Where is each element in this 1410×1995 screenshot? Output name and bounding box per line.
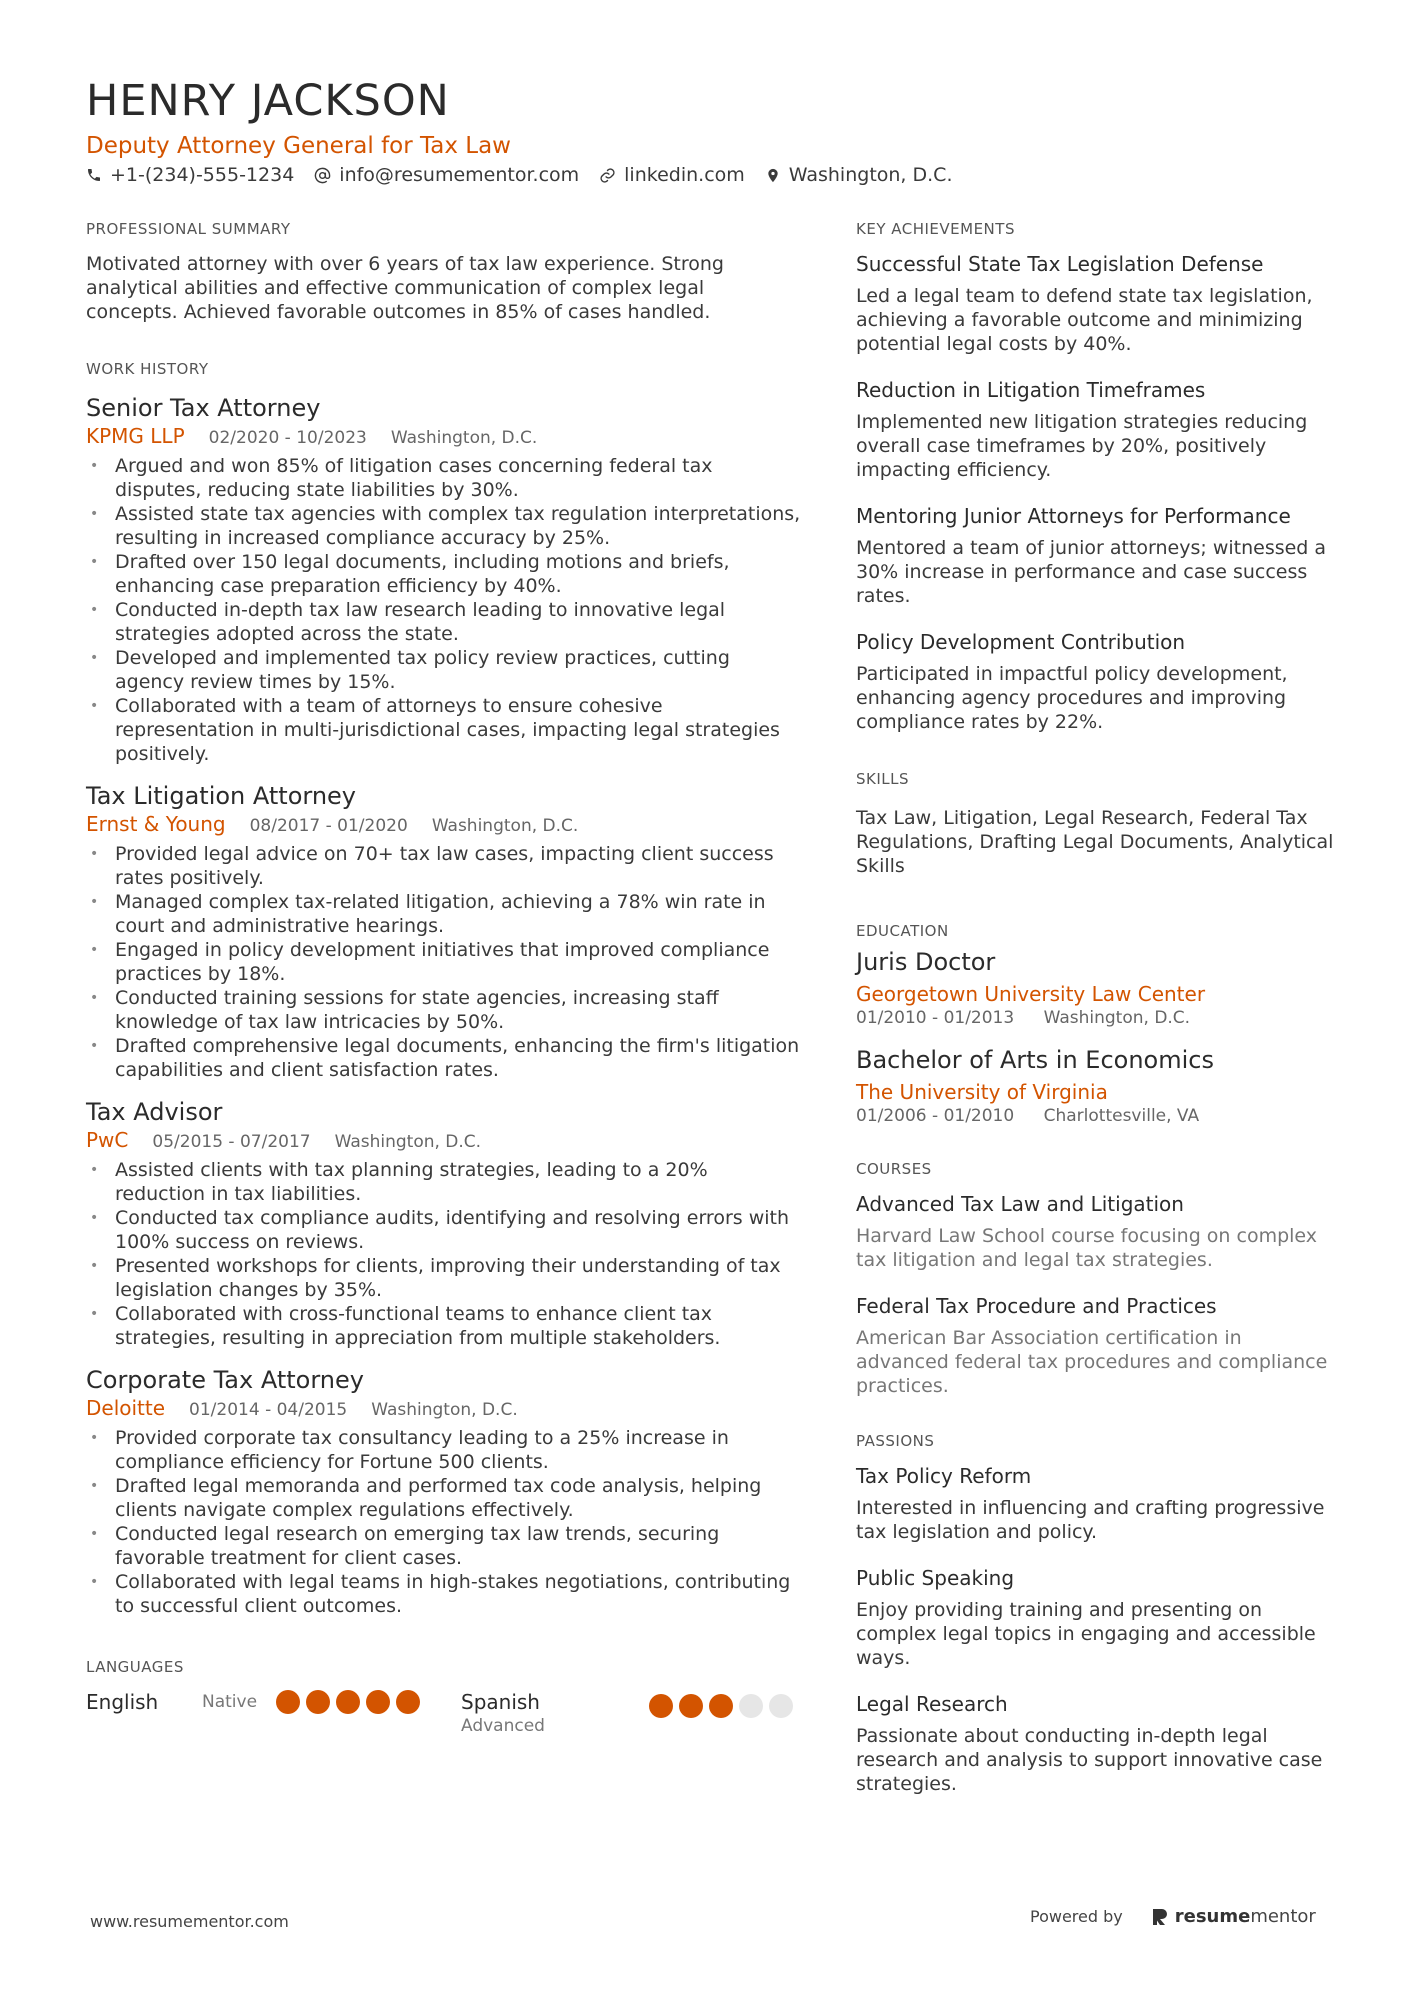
brand-rest: mentor [1250,1906,1316,1927]
job-title: Tax Litigation Attorney [86,782,357,810]
rating-dot-filled [396,1690,420,1714]
job-bullets [86,454,801,766]
achievement-text: Participated in impactful policy development, enhancing agency procedures and improving compliance rates by 22%. [856,663,1288,733]
achievements-section [856,220,1336,734]
rating-dot-filled [679,1694,703,1718]
job-location: Washington, D.C. [371,1400,518,1420]
job-meta [86,1396,801,1420]
rating-dot-empty [739,1694,763,1718]
brand-bold: resume [1174,1906,1251,1927]
achievement-item [856,504,1336,608]
job-bullet: • Collaborated with legal teams in high-stakes negotiations, contributing to successful client outcomes. [86,1570,801,1618]
achievement-item [856,378,1336,482]
job-bullet: • Assisted state tax agencies with complex tax regulation interpretations, resulting in increased compliance accuracy by 25%. [86,502,801,550]
education-item [856,948,1336,1028]
course-title: Federal Tax Procedure and Practices [856,1294,1217,1318]
achievement-text: Led a legal team to defend state tax legislation, achieving a favorable outcome and minimizing potential legal costs by 40%. [856,285,1313,355]
education-location: Charlottesville, VA [1043,1106,1200,1126]
education-school: The University of Virginia [856,1080,1108,1104]
achievement-text: Implemented new litigation strategies reducing overall case timeframes by 20%, positively impacting efficiency. [856,411,1308,481]
job-bullet: • Conducted in-depth tax law research leading to innovative legal strategies adopted across the state. [86,598,801,646]
job-entry [86,1098,801,1350]
location-pin-icon [765,167,781,184]
language-rating [649,1694,799,1718]
job-bullet: • Presented workshops for clients, improving their understanding of tax legislation changes by 35%. [86,1254,801,1302]
job-bullet: • Assisted clients with tax planning strategies, leading to a 20% reduction in tax liabilities. [86,1158,801,1206]
skills-section [856,770,1336,878]
job-bullet: • Collaborated with cross-functional teams to enhance client tax strategies, resulting in appreciation from multiple stakeholders. [86,1302,801,1350]
passions-section [856,1432,1336,1796]
job-bullet: • Conducted legal research on emerging tax law trends, securing favorable treatment for client cases. [86,1522,801,1570]
footer-powered [1030,1906,1316,1927]
passion-title: Public Speaking [856,1566,1015,1590]
link-icon [599,167,616,184]
course-item [856,1192,1336,1272]
resumementor-logo-icon [1151,1907,1169,1927]
job-bullet: • Developed and implemented tax policy review practices, cutting agency review times by 15%. [86,646,801,694]
job-bullet: • Conducted tax compliance audits, identifying and resolving errors with 100% success on reviews. [86,1206,801,1254]
education-school: Georgetown University Law Center [856,982,1206,1006]
languages-row [86,1690,801,1736]
passion-text: Enjoy providing training and presenting on complex legal topics in engaging and accessible ways. [856,1599,1316,1669]
at-icon [314,167,331,184]
job-entry [86,782,801,1082]
contact-location [765,164,953,186]
courses-section [856,1160,1336,1398]
passion-text: Interested in influencing and crafting progressive tax legislation and policy. [856,1497,1325,1543]
language-name: English [86,1690,159,1714]
job-meta [86,812,801,836]
linkedin-text: linkedin.com [624,164,745,186]
job-bullets [86,1426,801,1618]
job-bullet: • Conducted training sessions for state agencies, increasing staff knowledge of tax law intricacies by 50%. [86,986,801,1034]
languages-section [86,1658,801,1736]
achievements-title: KEY ACHIEVEMENTS [856,220,1015,238]
passion-item [856,1464,1336,1544]
course-title: Advanced Tax Law and Litigation [856,1192,1184,1216]
language-item [461,1690,799,1736]
education-section [856,922,1336,1126]
job-bullets [86,1158,801,1350]
rating-dot-empty [769,1694,793,1718]
rating-dot-filled [649,1694,673,1718]
education-item [856,1046,1336,1126]
footer-website[interactable]: www.resumementor.com [90,1912,289,1931]
language-item [86,1690,461,1714]
powered-by-text: Powered by [1030,1907,1123,1926]
contact-email[interactable] [314,164,579,186]
job-dates: 05/2015 - 07/2017 [152,1132,311,1152]
rating-dot-filled [709,1694,733,1718]
email-text: info@resumementor.com [339,164,580,186]
job-company: PwC [86,1128,129,1152]
language-level: Advanced [461,1716,545,1736]
job-title: Senior Tax Attorney [86,394,321,422]
job-bullet: • Engaged in policy development initiatives that improved compliance practices by 18%. [86,938,801,986]
education-title: EDUCATION [856,922,949,940]
education-dates: 01/2006 - 01/2010 [856,1106,1015,1126]
job-company: Ernst & Young [86,812,226,836]
rating-dot-filled [366,1690,390,1714]
skills-text: Tax Law, Litigation, Legal Research, Federal Tax Regulations, Drafting Legal Documents, Analytical Skills [856,807,1334,877]
passions-title: PASSIONS [856,1432,935,1450]
location-text: Washington, D.C. [788,164,953,186]
education-meta [856,1008,1336,1028]
candidate-role: Deputy Attorney General for Tax Law [86,133,511,159]
achievement-title: Successful State Tax Legislation Defense [856,252,1264,276]
job-location: Washington, D.C. [431,816,579,836]
passion-title: Legal Research [856,1692,1008,1716]
languages-title: LANGUAGES [86,1658,184,1676]
achievement-title: Reduction in Litigation Timeframes [856,378,1206,402]
job-dates: 02/2020 - 10/2023 [208,428,367,448]
education-meta [856,1106,1336,1126]
course-item [856,1294,1336,1398]
summary-title: PROFESSIONAL SUMMARY [86,220,291,238]
passion-item [856,1566,1336,1670]
courses-title: COURSES [856,1160,932,1178]
job-location: Washington, D.C. [390,428,538,448]
candidate-name: HENRY JACKSON [86,76,450,126]
summary-section [86,220,801,324]
course-text: Harvard Law School course focusing on complex tax litigation and legal tax strategies. [856,1225,1318,1271]
job-company: Deloitte [86,1396,166,1420]
course-text: American Bar Association certification in advanced federal tax procedures and compliance practices. [856,1327,1328,1397]
job-dates: 01/2014 - 04/2015 [189,1400,348,1420]
language-rating [276,1690,426,1714]
job-bullet: • Managed complex tax-related litigation, achieving a 78% win rate in court and administrative hearings. [86,890,801,938]
job-bullet: • Drafted legal memoranda and performed tax code analysis, helping clients navigate complex regulations effectively. [86,1474,801,1522]
job-title: Corporate Tax Attorney [86,1366,364,1394]
language-level: Native [202,1692,258,1712]
job-bullet: • Drafted comprehensive legal documents, enhancing the firm's litigation capabilities and client satisfaction rates. [86,1034,801,1082]
job-meta [86,424,801,448]
contact-linkedin[interactable] [599,164,745,186]
education-degree: Bachelor of Arts in Economics [856,1046,1214,1074]
job-location: Washington, D.C. [334,1132,482,1152]
achievement-title: Policy Development Contribution [856,630,1186,654]
education-location: Washington, D.C. [1043,1008,1191,1028]
rating-dot-filled [306,1690,330,1714]
job-entry [86,1366,801,1618]
skills-title: SKILLS [856,770,910,788]
job-dates: 08/2017 - 01/2020 [249,816,408,836]
work-section [86,360,801,1618]
achievement-item [856,252,1336,356]
education-degree: Juris Doctor [856,948,996,976]
passion-title: Tax Policy Reform [856,1464,1032,1488]
job-company: KPMG LLP [86,424,185,448]
job-bullets [86,842,801,1082]
phone-text: +1-(234)-555-1234 [110,164,295,186]
contact-phone[interactable] [86,164,294,186]
job-bullet: • Provided legal advice on 70+ tax law cases, impacting client success rates positively. [86,842,801,890]
rating-dot-filled [276,1690,300,1714]
work-title: WORK HISTORY [86,360,209,378]
job-bullet: • Provided corporate tax consultancy leading to a 25% increase in compliance efficiency for Fortune 500 clients. [86,1426,801,1474]
passion-text: Passionate about conducting in-depth legal research and analysis to support innovative case strategies. [856,1725,1323,1795]
passion-item [856,1692,1336,1796]
right-column [856,220,1336,1818]
achievement-item [856,630,1336,734]
brand-logo[interactable] [1151,1906,1316,1927]
contact-bar [86,164,973,186]
phone-icon [86,167,102,183]
job-bullet: • Drafted over 150 legal documents, including motions and briefs, enhancing case preparation efficiency by 40%. [86,550,801,598]
rating-dot-filled [336,1690,360,1714]
education-dates: 01/2010 - 01/2013 [856,1008,1015,1028]
summary-text: Motivated attorney with over 6 years of tax law experience. Strong analytical abilities and effective communication of complex legal concepts. Achieved favorable outcomes in 85% of cases handled. [86,253,724,323]
achievement-text: Mentored a team of junior attorneys; witnessed a 30% increase in performance and case success rates. [856,537,1327,607]
job-meta [86,1128,801,1152]
job-bullet: • Argued and won 85% of litigation cases concerning federal tax disputes, reducing state liabilities by 30%. [86,454,801,502]
left-column [86,220,801,1736]
job-bullet: • Collaborated with a team of attorneys to ensure cohesive representation in multi-jurisdictional cases, impacting legal strategies positively. [86,694,801,766]
job-entry [86,394,801,766]
language-name: Spanish [461,1690,540,1714]
job-title: Tax Advisor [86,1098,223,1126]
achievement-title: Mentoring Junior Attorneys for Performance [856,504,1291,528]
